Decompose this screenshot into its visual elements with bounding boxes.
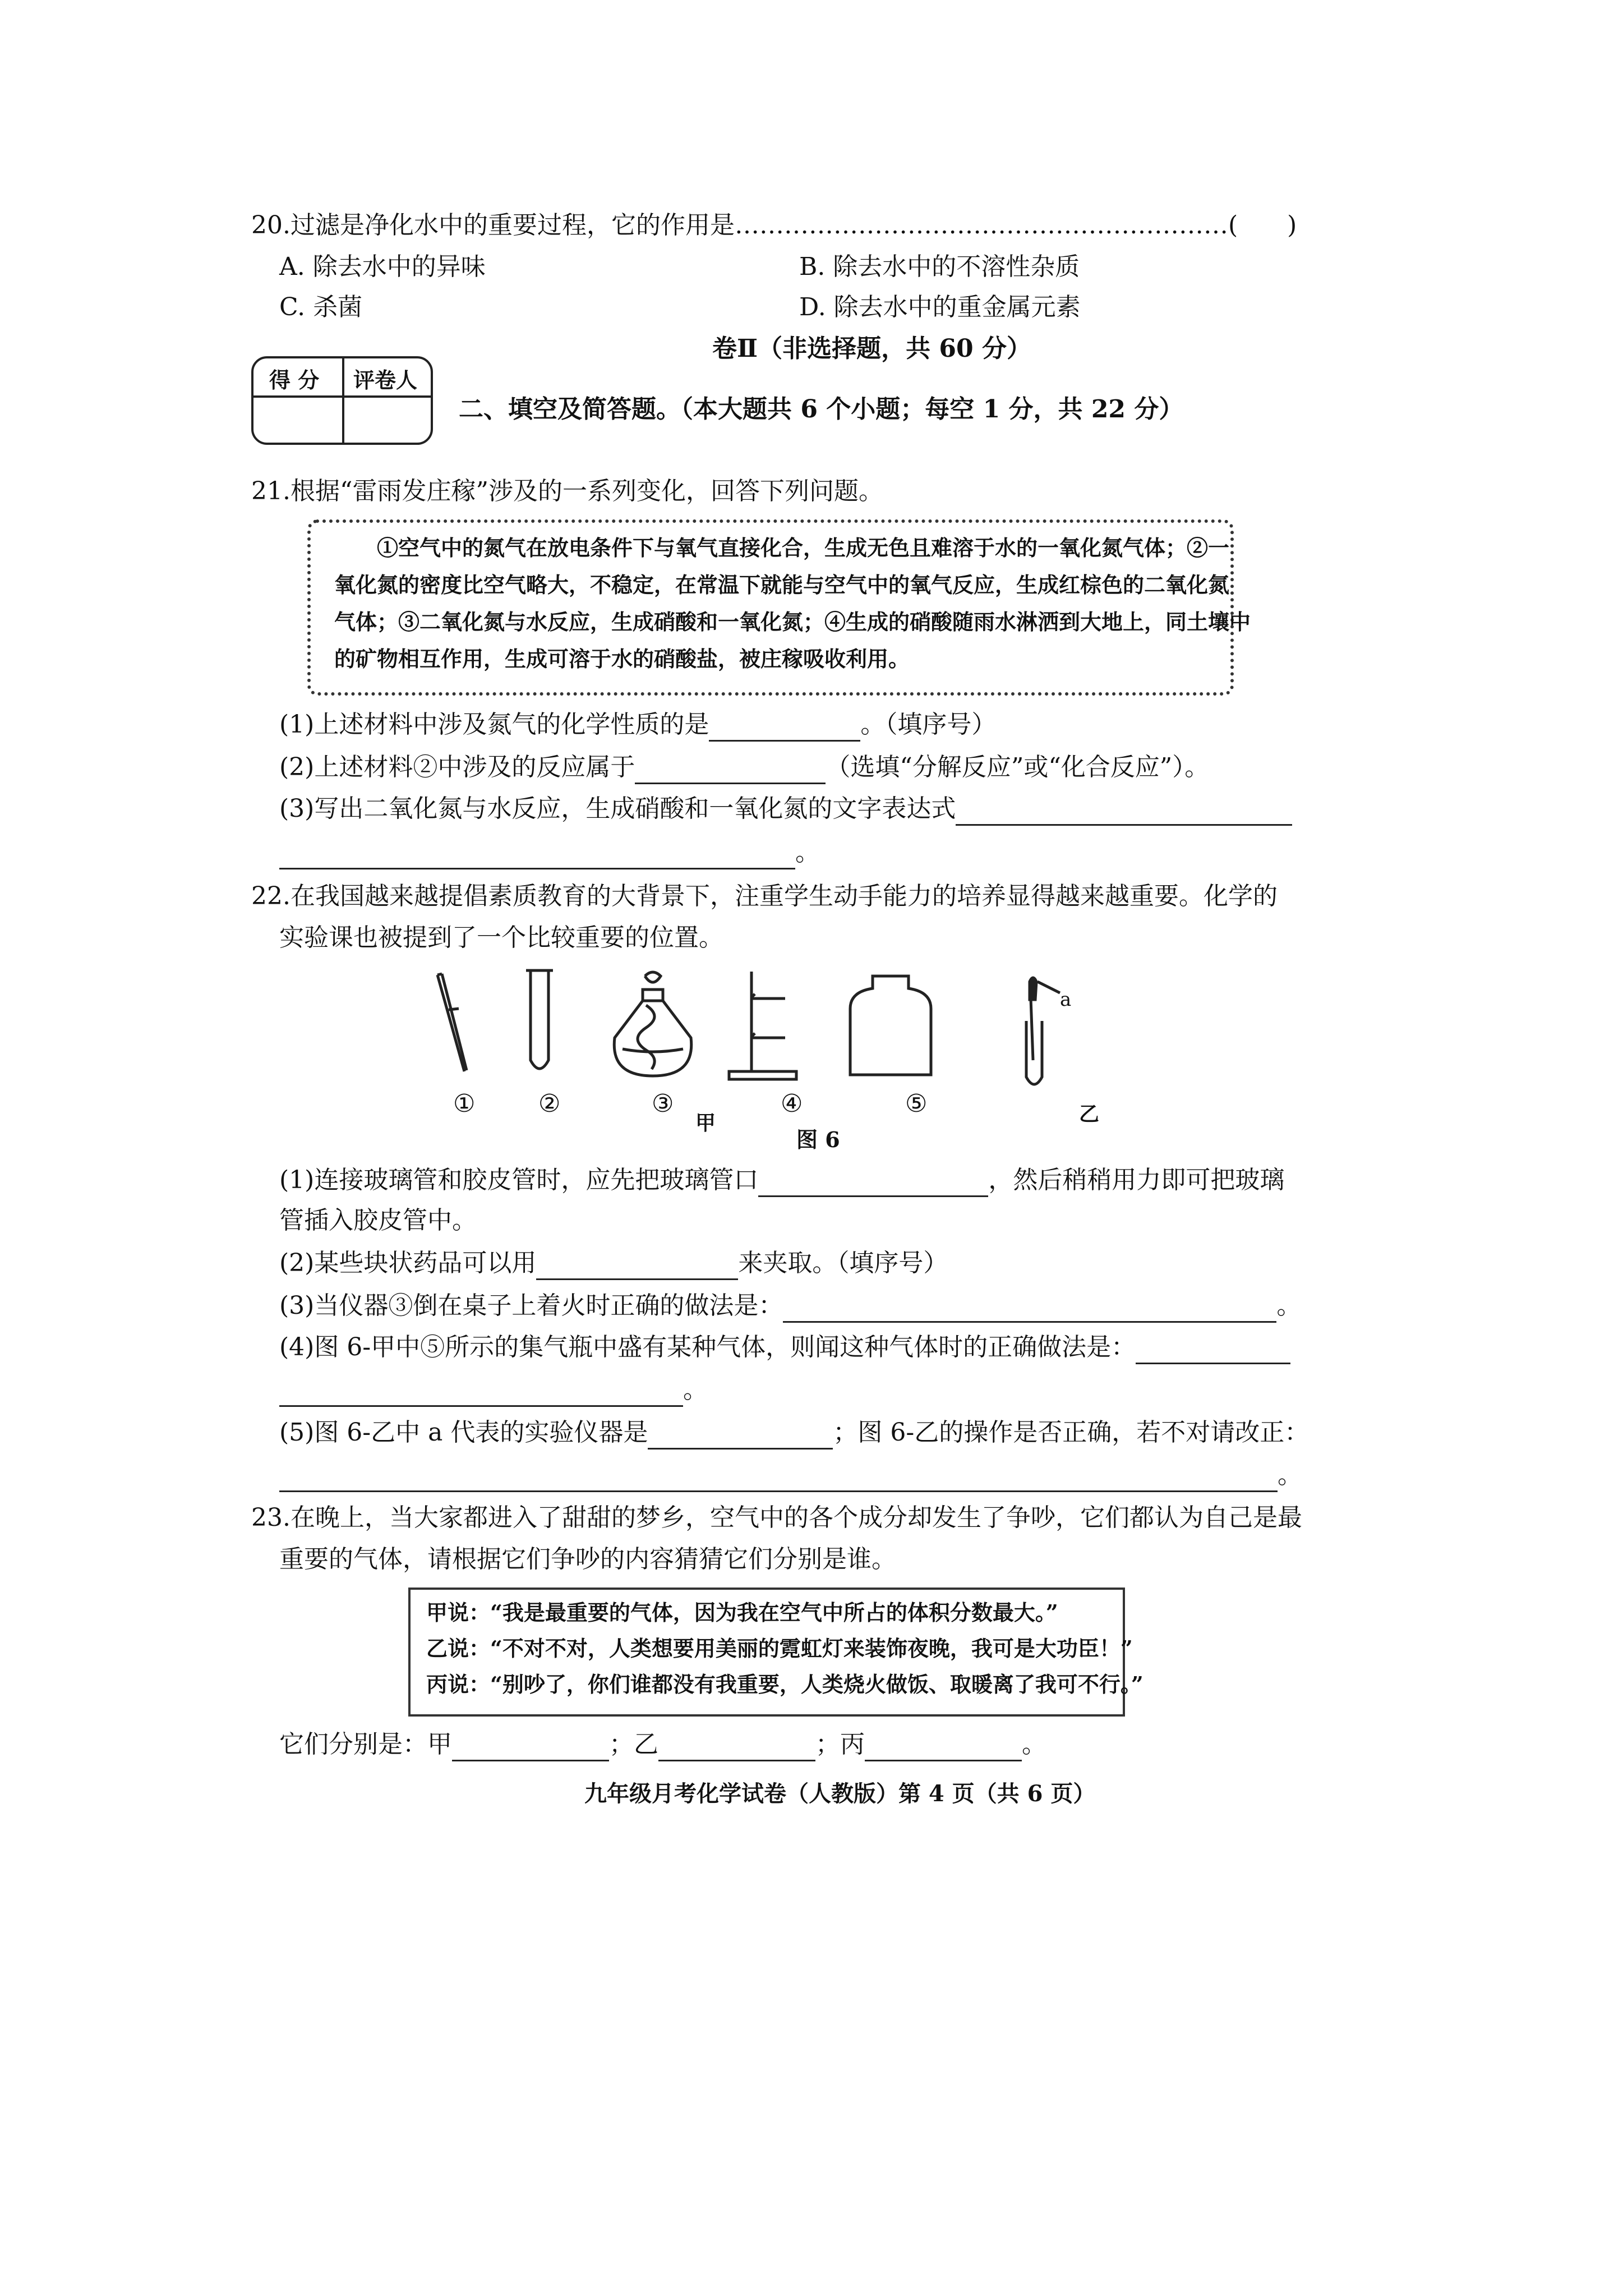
q22-part-4-cont: 。 (279, 1373, 708, 1407)
q22-part-5: (5)图 6-乙中 a 代表的实验仪器是 ；图 6-乙的操作是否正确，若不对请改正： (279, 1416, 1309, 1450)
q21-blank-1[interactable] (709, 714, 860, 742)
q21-material-line-1: ①空气中的氮气在放电条件下与氧气直接化合，生成无色且难溶于水的一氧化氮气体；②一 (334, 535, 1230, 560)
page-footer: 九年级月考化学试卷（人教版）第 4 页（共 6 页） (584, 1780, 1096, 1807)
q23-blank-jia[interactable] (452, 1734, 609, 1761)
grader-label: 评卷人 (353, 367, 418, 393)
q22-stem-1: 22.在我国越来越提倡素质教育的大背景下，注重学生动手能力的培养显得越来越重要。化学的 (251, 882, 1278, 910)
q22-stem-2: 实验课也被提到了一个比较重要的位置。 (279, 923, 723, 952)
label-yi: 乙 (1079, 1102, 1100, 1126)
q21-stem: 21.根据“雷雨发庄稼”涉及的一系列变化，回答下列问题。 (251, 477, 883, 505)
q22-part-3: (3)当仪器③倒在桌子上着火时正确的做法是： 。 (279, 1289, 1301, 1323)
iron-stand-icon (729, 972, 796, 1079)
score-label: 得 分 (269, 367, 320, 393)
q21-material-line-2: 氧化氮的密度比空气略大，不稳定，在常温下就能与空气中的氧气反应，生成红棕色的二氧化氮 (334, 572, 1230, 597)
q23-dialog-jia: 甲说：“我是最重要的气体，因为我在空气中所占的体积分数最大。” (426, 1600, 1058, 1625)
section2-heading: 二、填空及简答题。（本大题共 6 个小题；每空 1 分，共 22 分） (459, 395, 1184, 424)
q21-part-1: (1)上述材料中涉及氮气的化学性质的是 。（填序号） (279, 708, 996, 742)
figure-6-apparatus (393, 965, 1133, 1133)
q21-blank-3a[interactable] (956, 798, 1292, 826)
q23-dialog-bing: 丙说：“别吵了，你们谁都没有我重要，人类烧火做饭、取暖离了我可不行。” (426, 1672, 1144, 1697)
q22-part-4: (4)图 6-甲中⑤所示的集气瓶中盛有某种气体，则闻这种气体时的正确做法是： (279, 1331, 1290, 1364)
q22-blank-4a[interactable] (1136, 1337, 1290, 1364)
q21-material-line-3: 气体；③二氧化氮与水反应，生成硝酸和一氧化氮；④生成的硝酸随雨水淋洒到大地上，同土壤中 (334, 609, 1251, 634)
label-2: ② (538, 1089, 561, 1118)
q22-blank-5a[interactable] (648, 1422, 833, 1450)
q20-option-a: A. 除去水中的异味 (279, 252, 486, 281)
label-jia: 甲 (695, 1111, 716, 1135)
q21-part-3: (3)写出二氧化氮与水反应，生成硝酸和一氧化氮的文字表达式 (279, 792, 1292, 826)
q22-part-2: (2)某些块状药品可以用 来夹取。（填序号） (279, 1246, 948, 1280)
q21-part-2: (2)上述材料②中涉及的反应属于 （选填“分解反应”或“化合反应”）。 (279, 751, 1209, 784)
q21-blank-2[interactable] (635, 757, 826, 784)
q23-answer-line: 它们分别是：甲 ；乙 ；丙 。 (279, 1728, 1046, 1761)
dropper-test-tube-icon (1026, 978, 1060, 1084)
test-tube-icon (526, 970, 553, 1069)
tweezers-icon (437, 974, 467, 1071)
q22-part-1-cont: 管插入胶皮管中。 (279, 1206, 477, 1235)
q23-stem-1: 23.在晚上，当大家都进入了甜甜的梦乡，空气中的各个成分却发生了争吵，它们都认为自己是最 (251, 1503, 1302, 1532)
label-5: ⑤ (905, 1089, 928, 1118)
score-table (251, 356, 433, 445)
figure-caption: 图 6 (796, 1127, 840, 1152)
q20-option-b: B. 除去水中的不溶性杂质 (799, 252, 1080, 281)
q20-stem: 20.过滤是净化水中的重要过程，它的作用是……………………………………………………( ) (251, 211, 1297, 240)
alcohol-lamp-icon (614, 972, 691, 1076)
q20-option-d: D. 除去水中的重金属元素 (799, 293, 1081, 321)
q22-blank-3[interactable] (783, 1295, 1276, 1323)
q22-part-1: (1)连接玻璃管和胶皮管时，应先把玻璃管口 ，然后稍稍用力即可把玻璃 (279, 1163, 1284, 1197)
q23-dialog-yi: 乙说：“不对不对，人类想要用美丽的霓虹灯来装饰夜晚，我可是大功臣！” (426, 1636, 1133, 1661)
label-4: ④ (781, 1089, 803, 1118)
label-1: ① (453, 1089, 476, 1118)
q22-part-5-cont: 。 (279, 1458, 1302, 1492)
q22-blank-2[interactable] (536, 1253, 738, 1280)
q21-material-line-4: 的矿物相互作用，生成可溶于水的硝酸盐，被庄稼吸收利用。 (334, 646, 910, 671)
q23-blank-bing[interactable] (865, 1734, 1022, 1761)
q22-blank-4b[interactable] (279, 1379, 683, 1407)
q23-blank-yi[interactable] (658, 1734, 815, 1761)
q22-blank-5b[interactable] (279, 1465, 1278, 1492)
q20-option-c: C. 杀菌 (279, 293, 363, 321)
q21-blank-3b[interactable] (279, 842, 795, 869)
q23-stem-2: 重要的气体，请根据它们争吵的内容猜猜它们分别是谁。 (279, 1545, 896, 1573)
q21-part-3-cont: 。 (279, 836, 820, 869)
q22-blank-1[interactable] (758, 1170, 988, 1197)
label-3: ③ (652, 1089, 674, 1118)
gas-jar-icon (850, 976, 931, 1075)
label-a: a (1060, 988, 1072, 1011)
section2-title: 卷Ⅱ（非选择题，共 60 分） (712, 334, 1031, 363)
